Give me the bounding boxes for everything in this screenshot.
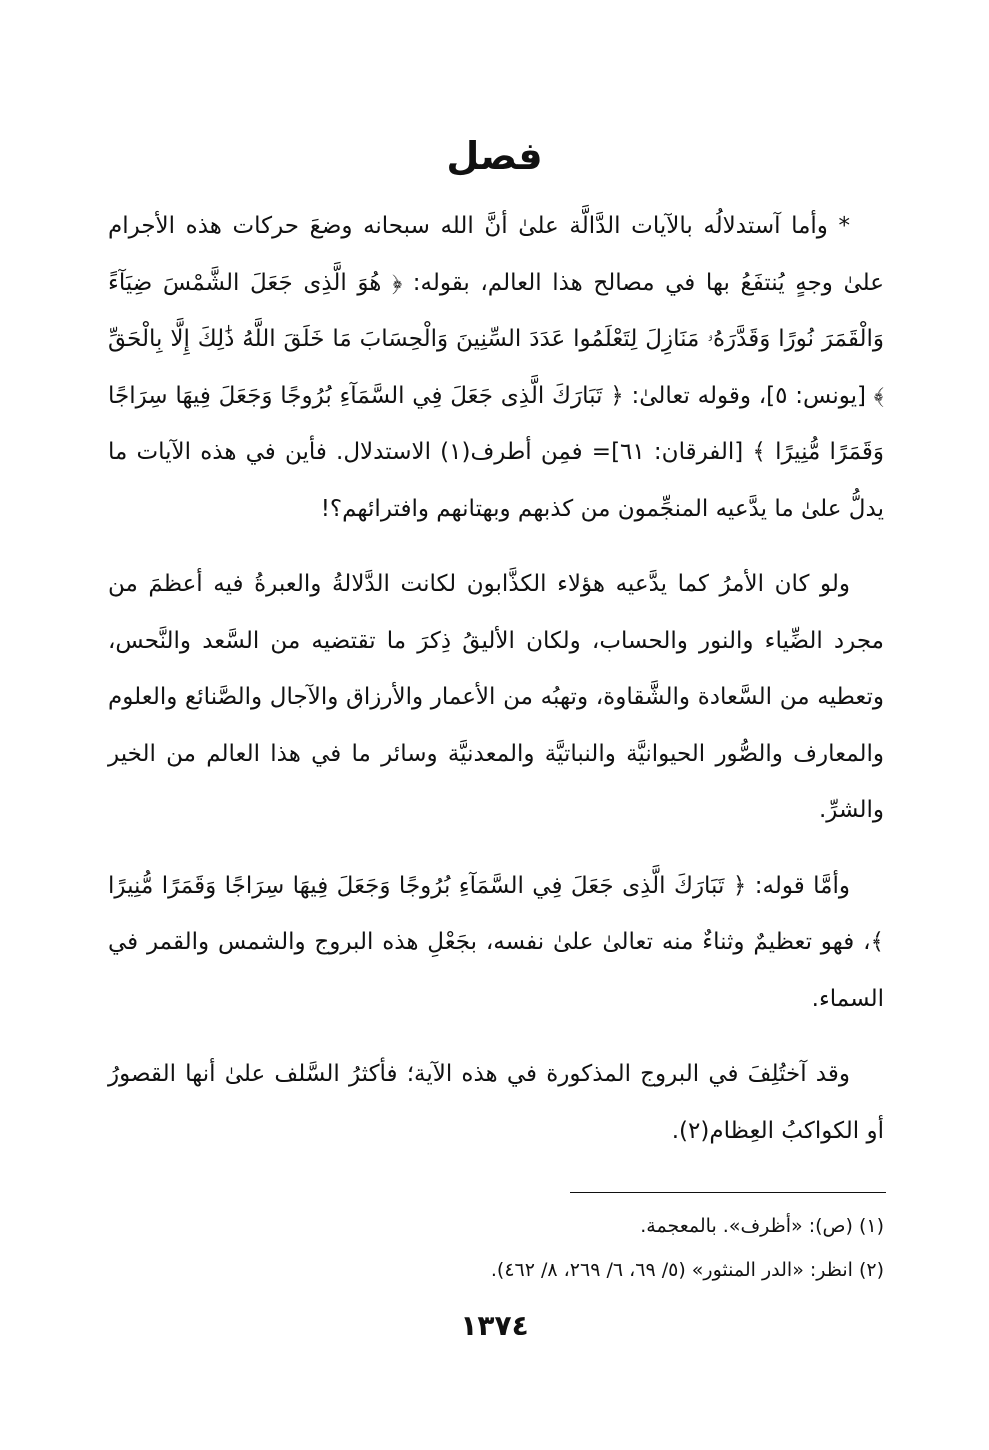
paragraph-verse-meaning: وأمَّا قوله: ﴿ تَبَارَكَ الَّذِى جَعَلَ فِي السَّمَآءِ بُرُوجًا وَجَعَلَ فِيهَا سِرَاجًا وَقَمَرًا مُّنِيرًا ﴾، فهو تعظيمٌ وثناءٌ منه تعالىٰ علىٰ نفسه، بجَعْلِ هذه البروج والشمس والقمر في السماء. <box>108 872 884 1012</box>
footnote-2: (٢) انظر: «الدر المنثور» (٥/ ٦٩، ٦/ ٢٦٩، ٨/ ٤٦٢). <box>490 1259 884 1281</box>
page-number: ١٣٧٤ <box>460 1309 529 1342</box>
section-heading: فصل <box>446 134 543 178</box>
paragraph-argument: * وأما آستدلالُه بالآيات الدَّالَّة علىٰ أنَّ الله سبحانه وضعَ حركات هذه الأجرام علىٰ وجهٍ يُنتفَعُ بها في مصالح هذا العالم، بقوله: ﴿ هُوَ الَّذِى جَعَلَ الشَّمْسَ ضِيَآءً وَالْقَمَرَ نُورًا وَقَدَّرَهُۥ مَنَازِلَ لِتَعْلَمُوا عَدَدَ السِّنِينَ وَالْحِسَابَ مَا خَلَقَ اللَّهُ ذَٰلِكَ إِلَّا بِالْحَقِّ ﴾ [يونس: ٥]، وقوله تعالىٰ: ﴿ تَبَارَكَ الَّذِى جَعَلَ فِي السَّمَآءِ بُرُوجًا وَجَعَلَ فِيهَا سِرَاجًا وَقَمَرًا مُّنِيرًا ﴾ [الفرقان: ٦١]= فمِن أطرف(١) الاستدلال. فأين في هذه الآيات ما يدلُّ علىٰ ما يدَّعيه المنجِّمون من كذبهم وبهتانهم وافترائهم؟! <box>108 213 884 522</box>
footnote-1: (١) (ص): «أظرف». بالمعجمة. <box>640 1215 884 1237</box>
paragraph-constellations: وقد آختُلِفَ في البروج المذكورة في هذه الآية؛ فأكثرُ السَّلف علىٰ أنها القصورُ أو الكواكبُ العِظام(٢). <box>108 1061 884 1144</box>
footnote-separator <box>570 1192 886 1193</box>
paragraph-refutation: ولو كان الأمرُ كما يدَّعيه هؤلاء الكذَّابون لكانت الدَّلالةُ والعبرةُ فيه أعظمَ من مجرد الضِّياء والنور والحساب، ولكان الأليقُ ذِكرَ ما تقتضيه من السَّعد والنَّحس، وتعطيه من السَّعادة والشَّقاوة، وتهبُه من الأعمار والأرزاق والآجال والصَّنائع والعلوم والمعارف والصُّور الحيوانيَّة والنباتيَّة والمعدنيَّة وسائر ما في هذا العالم من الخير والشرِّ. <box>108 571 884 823</box>
main-text <box>108 198 884 1178</box>
footnotes <box>108 1204 884 1292</box>
